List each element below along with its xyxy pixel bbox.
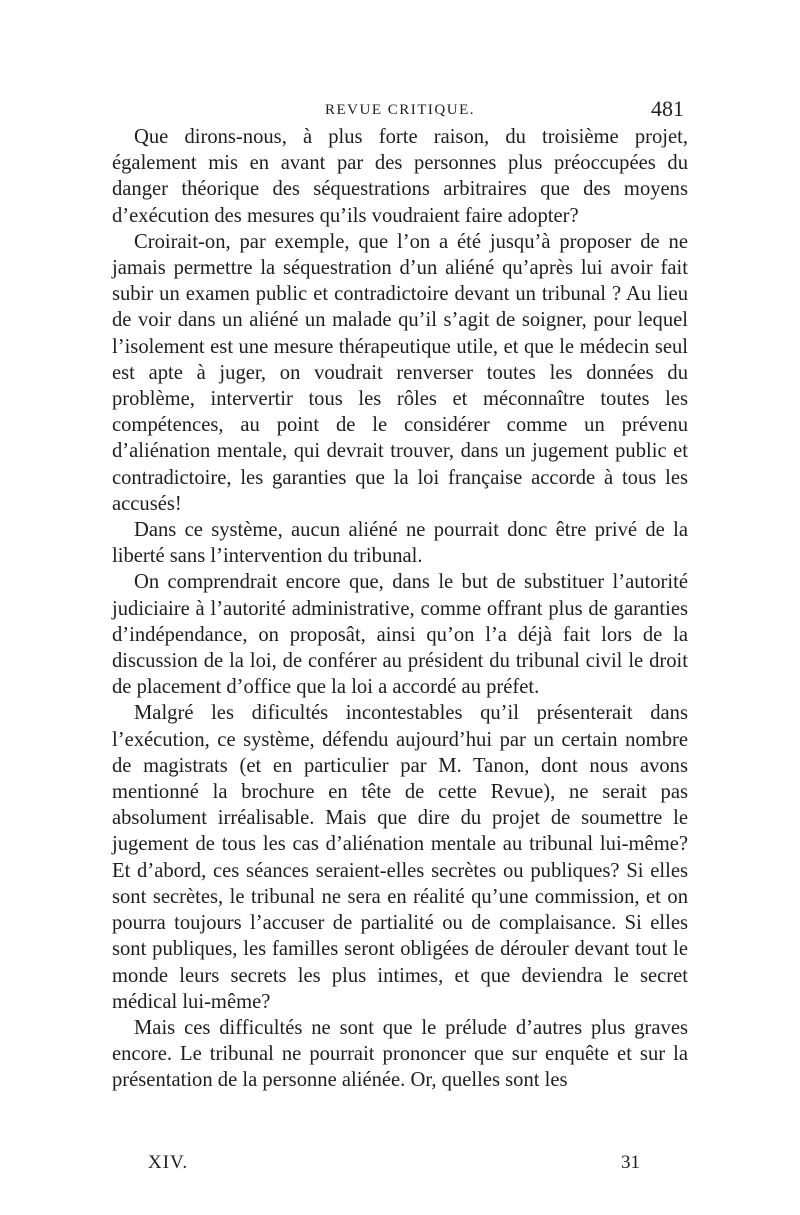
paragraph: Que dirons-nous, à plus forte raison, du troisième projet, également mis en avant par des personnes plus préoccupées du danger théorique des séquestrations arbitraires que des moyens d’exécution des mesures qu’ils voudraient faire adopter? bbox=[112, 126, 688, 227]
page-footer bbox=[112, 1152, 688, 1180]
running-title: REVUE CRITIQUE. bbox=[325, 102, 475, 118]
signature-mark: XIV. bbox=[148, 1152, 189, 1173]
page-header bbox=[112, 96, 688, 122]
paragraph: Mais ces difficultés ne sont que le prélude d’autres plus graves encore. Le tribunal ne pourrait prononcer que sur enquête et sur la présentation de la personne aliénée. Or, quelles sont les bbox=[112, 1016, 688, 1092]
paragraph: On comprendrait encore que, dans le but de substituer l’autorité judiciaire à l’autorité administrative, comme offrant plus de garanties d’indépendance, on proposât, ainsi qu’on l’a déjà fait lors de la discussion de la loi, de conférer au président du tribunal civil le droit de placement d’office que la loi a accordé au préfet. bbox=[112, 571, 688, 699]
paragraph: Malgré les dificultés incontestables qu’il présenterait dans l’exécution, ce système, défendu aujourd’hui par un certain nombre de magistrats (et en particulier par M. Tanon, dont nous avons mentionné la brochure en tête de cette Revue), ne serait pas absolument irréalisable. Mais que dire du projet de soumettre le jugement de tous les cas d’aliénation mentale au tribunal lui-même? Et d’abord, ces séances seraient-elles secrètes ou publiques? Si elles sont secrètes, le tribunal ne sera en réalité qu’une commission, et on pourra toujours l’accuser de partialité ou de complaisance. Si elles sont publiques, les familles seront obligées de dérouler devant tout le monde leurs secrets les plus intimes, et que deviendra le secret médical lui-même? bbox=[112, 702, 688, 1013]
paragraph: Croirait-on, par exemple, que l’on a été jusqu’à proposer de ne jamais permettre la séquestration d’un aliéné qu’après lui avoir fait subir un examen public et contradictoire devant un tribunal ? Au lieu de voir dans un aliéné un malade qu’il s’agit de soigner, pour lequel l’isolement est une mesure thérapeutique utile, et que le médecin seul est apte à juger, on voudrait renverser toutes les données du problème, intervertir tous les rôles et méconnaître toutes les compétences, au point de le considérer comme un prévenu d’aliénation mentale, qui devrait trouver, dans un jugement public et contradictoire, les garanties que la loi française accorde à tous les accusés! bbox=[112, 230, 688, 515]
sheet-number: 31 bbox=[621, 1152, 640, 1173]
paragraph: Dans ce système, aucun aliéné ne pourrait donc être privé de la liberté sans l’intervention du tribunal. bbox=[112, 519, 688, 568]
body-text bbox=[112, 124, 688, 1094]
page-number: 481 bbox=[651, 96, 684, 121]
